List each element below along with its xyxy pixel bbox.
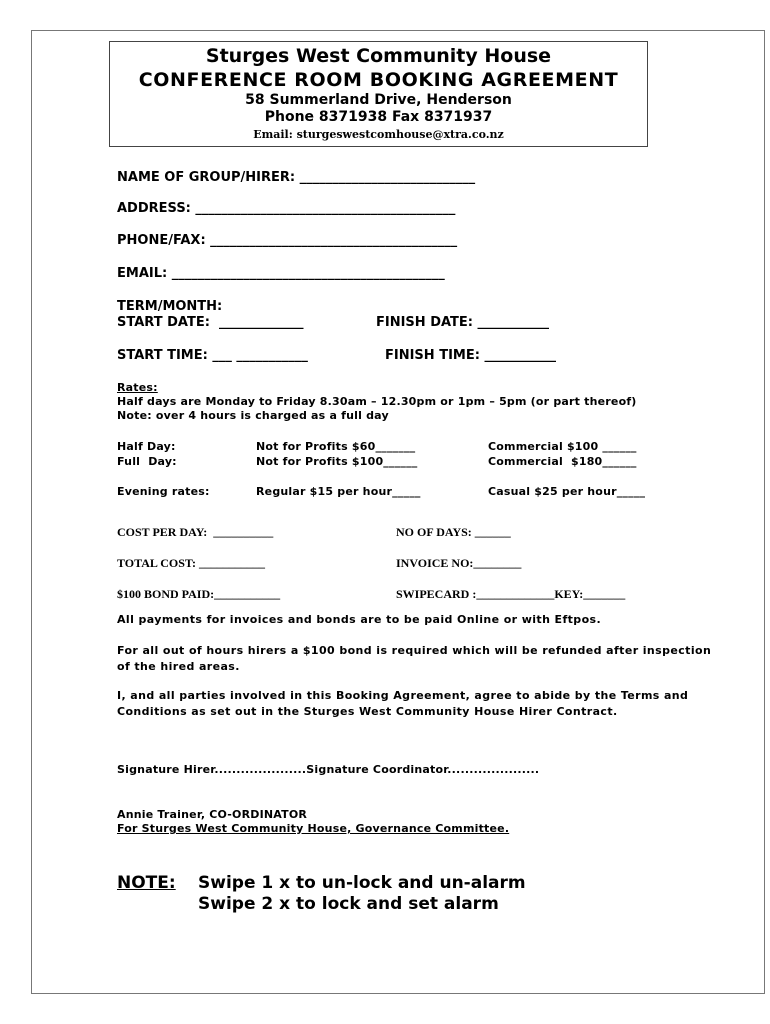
signature-line[interactable]: Signature Hirer.....................Signature Coordinator.....................	[117, 763, 540, 776]
full-day-commercial[interactable]: Commercial $180______	[488, 455, 637, 468]
invoice-no-field[interactable]: INVOICE NO:________	[396, 556, 522, 570]
org-name: Sturges West Community House	[205, 45, 552, 67]
half-day-nfp[interactable]: Not for Profits $60_______	[256, 440, 416, 453]
org-email: Email: sturgeswestcomhouse@xtra.co.nz	[253, 128, 504, 141]
rates-heading: Rates:	[117, 381, 158, 394]
evening-casual[interactable]: Casual $25 per hour_____	[488, 485, 646, 498]
note-line-1: Swipe 1 x to un-lock and un-alarm	[198, 873, 526, 893]
phone-fax-field[interactable]: PHONE/FAX: ______________________________________	[117, 233, 458, 248]
org-phone: Phone 8371938 Fax 8371937	[264, 109, 493, 125]
form-title: CONFERENCE ROOM BOOKING AGREEMENT	[138, 69, 619, 91]
finish-time-field[interactable]: FINISH TIME: ___________	[385, 348, 556, 363]
half-day-commercial[interactable]: Commercial $100 ______	[488, 440, 637, 453]
evening-rates-label: Evening rates:	[117, 485, 210, 498]
coordinator-org: For Sturges West Community House, Governance Committee.	[117, 822, 510, 835]
half-day-label: Half Day:	[117, 440, 176, 453]
start-date-field[interactable]: START DATE: _____________	[117, 315, 304, 330]
evening-regular[interactable]: Regular $15 per hour_____	[256, 485, 421, 498]
name-field[interactable]: NAME OF GROUP/HIRER: ___________________________	[117, 170, 476, 185]
coordinator-name: Annie Trainer, CO-ORDINATOR	[117, 808, 308, 821]
full-day-label: Full Day:	[117, 455, 177, 468]
bond-paragraph: For all out of hours hirers a $100 bond is required which will be refunded after inspection of the hired areas.	[117, 644, 712, 673]
total-cost-field[interactable]: TOTAL COST: ___________	[117, 556, 266, 570]
no-of-days-field[interactable]: NO OF DAYS: ______	[396, 525, 511, 539]
finish-date-field[interactable]: FINISH DATE: ___________	[376, 315, 550, 330]
note-label: NOTE:	[117, 873, 176, 893]
term-month-label: TERM/MONTH:	[117, 299, 223, 314]
address-field[interactable]: ADDRESS: ________________________________________	[117, 201, 456, 216]
rates-line-2: Note: over 4 hours is charged as a full day	[117, 409, 389, 422]
payments-paragraph: All payments for invoices and bonds are to be paid Online or with Eftpos.	[117, 613, 602, 626]
org-address: 58 Summerland Drive, Henderson	[245, 92, 512, 108]
header-box	[109, 41, 648, 147]
cost-per-day-field[interactable]: COST PER DAY: __________	[117, 525, 274, 539]
start-time-field[interactable]: START TIME: ___ ___________	[117, 348, 308, 363]
bond-paid-field[interactable]: $100 BOND PAID:___________	[117, 587, 281, 601]
email-field[interactable]: EMAIL: __________________________________________	[117, 266, 445, 281]
swipecard-key-field[interactable]: SWIPECARD :_____________KEY:_______	[396, 587, 626, 601]
agreement-paragraph: I, and all parties involved in this Booking Agreement, agree to abide by the Terms and Conditions as set out in the Sturges West Community House Hirer Contract.	[117, 689, 689, 718]
rates-line-1: Half days are Monday to Friday 8.30am – 12.30pm or 1pm – 5pm (or part thereof)	[117, 395, 637, 408]
full-day-nfp[interactable]: Not for Profits $100______	[256, 455, 418, 468]
note-line-2: Swipe 2 x to lock and set alarm	[198, 894, 499, 914]
